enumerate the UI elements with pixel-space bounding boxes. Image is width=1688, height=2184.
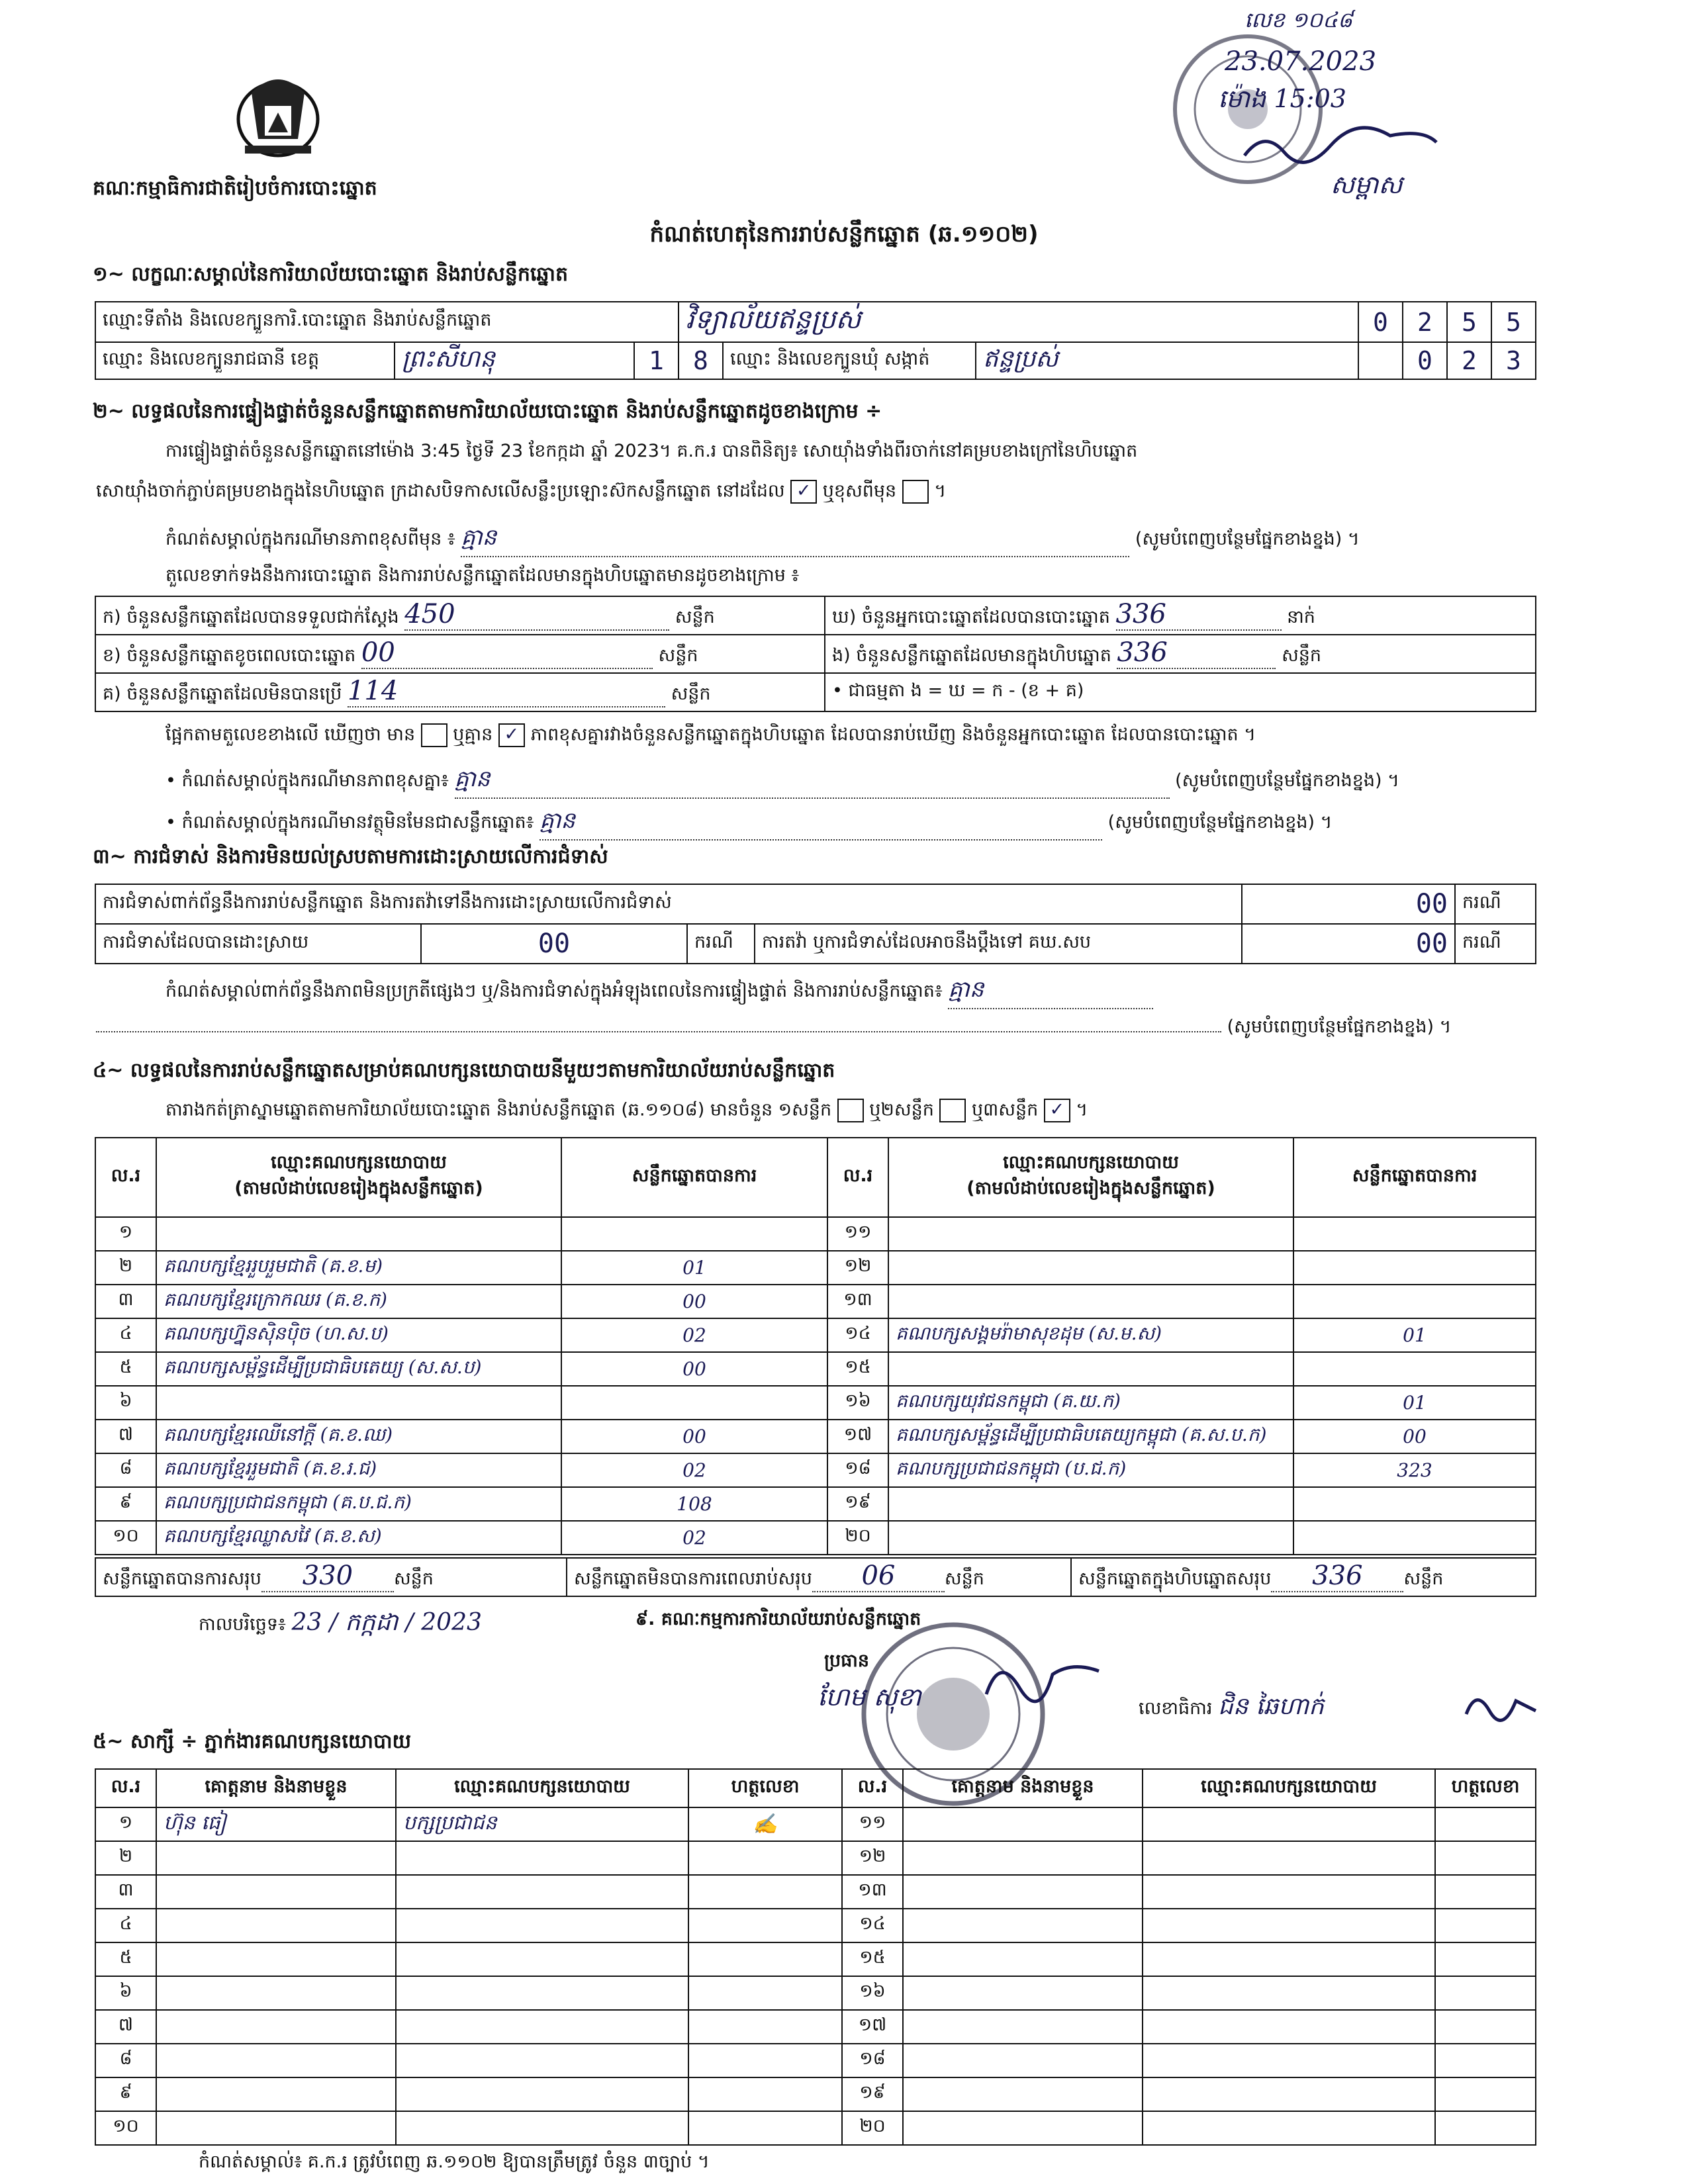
result-no: ១០ xyxy=(95,1521,156,1555)
date-label: កាលបរិច្ឆេទ៖ xyxy=(199,1614,286,1635)
section2-para2-text: សោយ៉ាំងចាក់ភ្ជាប់គម្របខាងក្នុងនៃហិបឆ្នោត ក្រដាសបិទកាសលើសន្លឹះប្រឡោះស៊កសន្លឹកឆ្នោត នៅដដែល xyxy=(96,480,785,502)
result-party: គណបក្សខ្មែររួមជាតិ (គ.ខ.រ.ជ) xyxy=(156,1453,561,1487)
result-no: ៤ xyxy=(95,1318,156,1352)
footer-note: កំណត់សម្គាល់៖ គ.ក.រ ត្រូវបំពេញ ឆ.១១០២ ឱ្យបានត្រឹមត្រូវ ចំនួន ៣ច្បាប់ ។ xyxy=(199,2152,710,2172)
receipt-time: ម៉ោង 15:03 xyxy=(1218,84,1346,113)
results-col-votes-right: សន្លឹកឆ្នោតបានការ xyxy=(1293,1138,1536,1217)
witness-no: ៨ xyxy=(95,2044,156,2077)
result-party: គណបក្សខ្មែរឈើនៅក្ដី (គ.ខ.ឈ) xyxy=(156,1420,561,1453)
objection-row3-label: ការតវ៉ា ឬការជំទាស់ដែលអាចនឹងប្ដឹងទៅ គឃ.សប xyxy=(755,924,1242,964)
witness-name xyxy=(903,2077,1143,2111)
objection-row3-value: 00 xyxy=(1242,924,1455,964)
witness-name xyxy=(156,2077,396,2111)
result-party: គណបក្សប្រជាជនកម្ពុជា (គ.ប.ជ.ក) xyxy=(156,1487,561,1521)
witness-no: ១០ xyxy=(95,2111,156,2145)
commune-label: ឈ្មោះ និងលេខក្បួនឃុំ សង្កាត់ xyxy=(723,342,976,379)
result-party: គណបក្សសម្ព័ន្ធដើម្បីប្រជាធិបតេយ្យកម្ពុជា (គ.ស.ប.ក) xyxy=(888,1420,1293,1453)
witness-col-name-right: គោត្តនាម និងនាមខ្លួន xyxy=(903,1769,1143,1807)
witness-name xyxy=(903,2111,1143,2145)
total-invalid-value: 06 xyxy=(812,1561,945,1592)
result-no: ២០ xyxy=(827,1521,888,1555)
witness-party xyxy=(396,1976,688,2010)
witness-no: ៩ xyxy=(95,2077,156,2111)
witness-no: ១៥ xyxy=(842,1942,903,1976)
committee-name: គណៈកម្មាធិការជាតិរៀបចំការបោះឆ្នោត xyxy=(93,177,377,200)
witness-signature xyxy=(1435,1807,1536,1841)
count-b-unit: សន្លឹក xyxy=(658,645,698,666)
results-row xyxy=(95,1285,1536,1318)
result-party xyxy=(888,1251,1293,1285)
results-row xyxy=(95,1217,1536,1251)
witness-row xyxy=(95,1807,1536,1841)
compare-text: ផ្អែកតាមតួលេខខាងលើ ឃើញថា មាន xyxy=(165,724,416,745)
witness-no: ២០ xyxy=(842,2111,903,2145)
witness-name xyxy=(903,1942,1143,1976)
witness-row xyxy=(95,2077,1536,2111)
witness-name xyxy=(903,1909,1143,1942)
result-party xyxy=(888,1487,1293,1521)
result-no: ១៧ xyxy=(827,1420,888,1453)
note3-line xyxy=(165,806,1542,841)
result-party xyxy=(888,1521,1293,1555)
result-party xyxy=(156,1217,561,1251)
result-no: ១៤ xyxy=(827,1318,888,1352)
witness-name xyxy=(156,2111,396,2145)
result-no: ៨ xyxy=(95,1453,156,1487)
witness-name xyxy=(156,1976,396,2010)
witness-no: ១៧ xyxy=(842,2010,903,2044)
result-no: ១១ xyxy=(827,1217,888,1251)
result-votes: 01 xyxy=(1293,1318,1536,1352)
witness-signature xyxy=(688,2077,842,2111)
location-label: ឈ្មោះទីតាំង និងលេខក្បួនការិ.បោះឆ្នោត និងរាប់សន្លឹកឆ្នោត xyxy=(95,302,679,342)
result-votes: 108 xyxy=(561,1487,827,1521)
tally-2-checkbox[interactable] xyxy=(939,1099,966,1122)
commune-code-3: 3 xyxy=(1491,342,1536,379)
chair-label: ប្រធាន xyxy=(824,1651,870,1671)
count-b-label: ខ) ចំនួនសន្លឹកឆ្នោតខូចពេលបោះឆ្នោត xyxy=(103,645,356,666)
witness-party xyxy=(396,2010,688,2044)
compare-line xyxy=(165,723,1542,750)
witness-col-no-left: ល.រ xyxy=(95,1769,156,1807)
result-votes xyxy=(1293,1251,1536,1285)
witness-no: ១ xyxy=(95,1807,156,1841)
section1-heading: ១~ លក្ខណៈសម្គាល់នៃការិយាល័យបោះឆ្នោត និងរាប់សន្លឹកឆ្នោត xyxy=(93,263,569,286)
total-valid-unit: សន្លឹក xyxy=(393,1569,434,1589)
objection-row2-value: 00 xyxy=(421,924,687,964)
total-valid-label: សន្លឹកឆ្នោតបានការសរុប xyxy=(103,1569,261,1589)
witness-party xyxy=(1143,2044,1435,2077)
objection-row3-unit: ករណី xyxy=(1455,924,1536,964)
tally-1-checkbox[interactable] xyxy=(837,1099,864,1122)
tally-text: តារាងកត់ត្រាស្នាមឆ្នោតតាមការិយាល័យបោះឆ្នោត និងរាប់សន្លឹកឆ្នោត (ឆ.១១០៨) មានចំនួន ១សន្លឹក xyxy=(165,1099,832,1120)
result-party: គណបក្សខ្មែរឈ្លាសវៃ (គ.ខ.ស) xyxy=(156,1521,561,1555)
compare-none-label: ឬគ្មាន xyxy=(453,724,493,745)
witness-name xyxy=(903,1807,1143,1841)
witness-party xyxy=(396,1909,688,1942)
chair-name: ហែម សុខា xyxy=(818,1682,921,1711)
witness-table xyxy=(95,1768,1536,2146)
witness-party xyxy=(396,2077,688,2111)
witness-name xyxy=(156,2010,396,2044)
results-col-no-left: ល.រ xyxy=(95,1138,156,1217)
witness-party xyxy=(396,2044,688,2077)
result-party: គណបក្សសម្ព័ន្ធដើម្បីប្រជាធិបតេយ្យ (ស.ស.ប) xyxy=(156,1352,561,1386)
note2-label: • កំណត់សម្គាល់ក្នុងករណីមានភាពខុសគ្នា៖ xyxy=(165,770,449,791)
location-code-4: 5 xyxy=(1491,302,1536,342)
results-col-no-right: ល.រ xyxy=(827,1138,888,1217)
section3-note-label: កំណត់សម្គាល់ពាក់ព័ន្ធនឹងភាពមិនប្រក្រតីផ្សេងៗ ឬ/និងការជំទាស់ក្នុងអំឡុងពេលនៃការផ្ទៀងផ្ទាត់ និងការរាប់សន្លឹកឆ្នោត៖ xyxy=(165,981,943,1001)
result-party: គណបក្សសង្គមរ៉ាមាសុខដុម (ស.ម.ស) xyxy=(888,1318,1293,1352)
result-no: ១២ xyxy=(827,1251,888,1285)
witness-name xyxy=(903,1875,1143,1909)
witness-row xyxy=(95,2010,1536,2044)
result-votes: 02 xyxy=(561,1318,827,1352)
result-no: ១៥ xyxy=(827,1352,888,1386)
result-no: ១៣ xyxy=(827,1285,888,1318)
province-label: ឈ្មោះ និងលេខក្បួនរាជធានី ខេត្ត xyxy=(95,342,395,379)
result-party xyxy=(888,1352,1293,1386)
witness-row xyxy=(95,1942,1536,1976)
objections-table xyxy=(95,884,1536,964)
results-col-votes-left: សន្លឹកឆ្នោតបានការ xyxy=(561,1138,827,1217)
witness-signature xyxy=(1435,2111,1536,2145)
count-c-label: គ) ចំនួនសន្លឹកឆ្នោតដែលមិនបានប្រើ xyxy=(103,684,342,704)
location-code-3: 5 xyxy=(1447,302,1491,342)
witness-col-no-right: ល.រ xyxy=(842,1769,903,1807)
section2-para2: សោយ៉ាំងចាក់ភ្ជាប់គម្របខាងក្នុងនៃហិបឆ្នោត ក្រដាសបិទកាសលើសន្លឹះប្រឡោះស៊កសន្លឹកឆ្នោត នៅដដែល ✓ ឬខុសពីមុន ។ xyxy=(96,480,946,506)
witness-party xyxy=(1143,2111,1435,2145)
total-invalid-unit: សន្លឹក xyxy=(944,1569,984,1589)
witness-party xyxy=(1143,1875,1435,1909)
result-no: ១ xyxy=(95,1217,156,1251)
count-d-label: ឃ) ចំនួនអ្នកបោះឆ្នោតដែលបានបោះឆ្នោត xyxy=(832,607,1110,627)
total-valid-value: 330 xyxy=(261,1561,394,1592)
result-votes: 00 xyxy=(561,1352,827,1386)
witness-row xyxy=(95,2111,1536,2145)
receipt-date: 23.07.2023 xyxy=(1225,46,1377,77)
witness-signature xyxy=(1435,2044,1536,2077)
result-no: ៦ xyxy=(95,1386,156,1420)
count-e-unit: សន្លឹក xyxy=(1282,645,1322,666)
note3-label: • កំណត់សម្គាល់ក្នុងករណីមានវត្ថុមិនមែនជាសន្លឹកឆ្នោត៖ xyxy=(165,812,534,833)
results-row xyxy=(95,1318,1536,1352)
witness-no: ១២ xyxy=(842,1841,903,1875)
section3-note-cont xyxy=(96,1016,1546,1042)
witness-signature xyxy=(1435,1976,1536,2010)
witness-no: ៦ xyxy=(95,1976,156,2010)
count-a-value: 450 xyxy=(404,599,669,631)
objection-row2-label: ការជំទាស់ដែលបានដោះស្រាយ xyxy=(95,924,421,964)
secretary-name: ជិន ឆៃហាក់ xyxy=(1218,1693,1324,1720)
section1-table xyxy=(95,301,1536,380)
witness-name xyxy=(903,1976,1143,2010)
witness-row xyxy=(95,2044,1536,2077)
count-d-unit: នាក់ xyxy=(1287,607,1315,627)
results-row xyxy=(95,1420,1536,1453)
chair-signature xyxy=(980,1648,1112,1712)
result-votes xyxy=(1293,1285,1536,1318)
result-votes xyxy=(1293,1352,1536,1386)
counts-table xyxy=(95,596,1536,712)
result-votes xyxy=(561,1217,827,1251)
witness-name xyxy=(156,1841,396,1875)
witness-name xyxy=(156,2044,396,2077)
results-col-party-left: ឈ្មោះគណបក្សនយោបាយ (តាមលំដាប់លេខរៀងក្នុងសន្លឹកឆ្នោត) xyxy=(156,1138,561,1217)
witness-party xyxy=(1143,1976,1435,2010)
compare-rest: ភាពខុសគ្នារវាងចំនួនសន្លឹកឆ្នោតក្នុងហិបឆ្នោត ដែលបានរាប់ឃើញ និងចំនួនអ្នកបោះឆ្នោត ដែលបានបោះឆ្នោត ។ xyxy=(530,724,1256,745)
witness-signature xyxy=(688,2111,842,2145)
results-row xyxy=(95,1521,1536,1555)
result-votes: 02 xyxy=(561,1521,827,1555)
witness-party xyxy=(1143,1841,1435,1875)
witness-name xyxy=(156,1909,396,1942)
compare-none-checkbox[interactable]: ✓ xyxy=(498,723,525,747)
results-row xyxy=(95,1251,1536,1285)
result-party xyxy=(888,1285,1293,1318)
results-table xyxy=(95,1137,1536,1555)
note2-fill-more: (សូមបំពេញបន្ថែមផ្នែកខាងខ្នង) ។ xyxy=(1175,770,1399,791)
secretary-signature xyxy=(1463,1684,1542,1729)
witness-row xyxy=(95,1841,1536,1875)
witness-col-sign-left: ហត្ថលេខា xyxy=(688,1769,842,1807)
results-col-party-right: ឈ្មោះគណបក្សនយោបាយ (តាមលំដាប់លេខរៀងក្នុងសន្លឹកឆ្នោត) xyxy=(888,1138,1293,1217)
count-committee-label: ៩. គណៈកម្មការការិយាល័យរាប់សន្លឹកឆ្នោត xyxy=(635,1609,921,1629)
compare-has-checkbox[interactable] xyxy=(421,723,447,747)
witness-no: ១៨ xyxy=(842,2044,903,2077)
national-emblem xyxy=(218,66,338,165)
result-no: ១៨ xyxy=(827,1453,888,1487)
section3-heading: ៣~ ការជំទាស់ និងការមិនយល់ស្របតាមការដោះស្រាយលើការជំទាស់ xyxy=(93,845,608,868)
result-no: ១៦ xyxy=(827,1386,888,1420)
count-c-value: 114 xyxy=(348,676,665,707)
witness-signature xyxy=(1435,1942,1536,1976)
section3-note-line xyxy=(165,975,1542,1009)
location-code-1: 0 xyxy=(1358,302,1403,342)
witness-no: ១៤ xyxy=(842,1909,903,1942)
province-value: ព្រះសីហនុ xyxy=(395,342,634,379)
witness-party xyxy=(396,1875,688,1909)
note1-fill-more: (សូមបំពេញបន្ថែមផ្នែកខាងខ្នង) ។ xyxy=(1135,529,1360,549)
witness-col-party-right: ឈ្មោះគណបក្សនយោបាយ xyxy=(1143,1769,1435,1807)
province-code-1: 1 xyxy=(634,342,679,379)
witness-signature xyxy=(1435,1909,1536,1942)
seal-diff-checkbox[interactable] xyxy=(902,480,929,504)
tally-3-label: ឬ៣សន្លឹក xyxy=(972,1099,1039,1120)
objection-row1-unit: ករណី xyxy=(1455,884,1536,924)
witness-row xyxy=(95,1875,1536,1909)
count-e-value: 336 xyxy=(1117,637,1276,669)
results-row xyxy=(95,1352,1536,1386)
witness-signature xyxy=(688,1875,842,1909)
witness-signature xyxy=(1435,2010,1536,2044)
secretary-label: លេខាធិការ xyxy=(1139,1698,1213,1719)
objection-row2-unit: ករណី xyxy=(687,924,755,964)
witness-no: ១៣ xyxy=(842,1875,903,1909)
count-b-value: 00 xyxy=(361,637,653,669)
province-code-2: 8 xyxy=(679,342,723,379)
results-row xyxy=(95,1386,1536,1420)
result-votes: 00 xyxy=(1293,1420,1536,1453)
totals-table xyxy=(95,1557,1536,1597)
result-votes: 00 xyxy=(561,1420,827,1453)
section5-heading: ៥~ សាក្សី ÷ ភ្នាក់ងារគណបក្សនយោបាយ xyxy=(93,1730,412,1753)
count-formula: • ជាធម្មតា ង = ឃ = ក - (ខ + គ) xyxy=(825,673,1536,711)
count-a-label: ក) ចំនួនសន្លឹកឆ្នោតដែលបានទទួលជាក់ស្តែង xyxy=(103,607,399,627)
commune-code-2: 2 xyxy=(1447,342,1491,379)
witness-party: បក្សប្រជាជន xyxy=(396,1807,688,1841)
result-party: គណបក្សយុវជនកម្ពុជា (គ.យ.ក) xyxy=(888,1386,1293,1420)
witness-no: ១៩ xyxy=(842,2077,903,2111)
seal-same-checkbox[interactable]: ✓ xyxy=(790,480,817,504)
section2-para1: ការផ្ទៀងផ្ទាត់ចំនួនសន្លឹកឆ្នោតនៅម៉ោង 3:45 ថ្ងៃទី 23 ខែកក្កដា ឆ្នាំ 2023។ គ.ក.រ បានពិនិត្យ៖ សោយ៉ាំងទាំងពីរចាក់នៅគម្របខាងក្រៅនៃហិបឆ្នោត xyxy=(165,441,1138,461)
witness-signature: ✍ xyxy=(688,1807,842,1841)
witness-name xyxy=(156,1942,396,1976)
witness-col-party-left: ឈ្មោះគណបក្សនយោបាយ xyxy=(396,1769,688,1807)
witness-party xyxy=(1143,1909,1435,1942)
witness-row xyxy=(95,1976,1536,2010)
form-title: កំណត់ហេតុនៃការរាប់សន្លឹកឆ្នោត (ឆ.១១០២) xyxy=(649,221,1039,248)
witness-signature xyxy=(688,1909,842,1942)
date-value: 23 / កក្កដា / 2023 xyxy=(291,1609,482,1636)
result-votes xyxy=(561,1386,827,1420)
witness-col-name-left: គោត្តនាម និងនាមខ្លួន xyxy=(156,1769,396,1807)
total-box-value: 336 xyxy=(1271,1561,1403,1592)
witness-signature xyxy=(1435,2077,1536,2111)
count-c-unit: សន្លឹក xyxy=(671,684,711,704)
receipt-signer: សម្ពាស xyxy=(1331,170,1403,199)
witness-signature xyxy=(688,1976,842,2010)
counts-intro: តួលេខទាក់ទងនឹងការបោះឆ្នោត និងការរាប់សន្លឹកឆ្នោតដែលមានក្នុងហិបឆ្នោតមានដូចខាងក្រោម ៖ xyxy=(165,565,800,586)
witness-party xyxy=(396,1942,688,1976)
witness-no: ៣ xyxy=(95,1875,156,1909)
result-votes xyxy=(1293,1487,1536,1521)
witness-name: ហ៊ុន ធៀ xyxy=(156,1807,396,1841)
result-no: ៩ xyxy=(95,1487,156,1521)
results-row xyxy=(95,1487,1536,1521)
note1-value: គ្មាន xyxy=(461,523,1129,557)
witness-name xyxy=(903,2010,1143,2044)
result-party: គណបក្សខ្មែរក្រោកឈរ (គ.ខ.ក) xyxy=(156,1285,561,1318)
witness-signature xyxy=(688,2044,842,2077)
section2-heading: ២~ លទ្ធផលនៃការផ្ទៀងផ្ទាត់ចំនួនសន្លឹកឆ្នោតតាមការិយាល័យបោះឆ្នោត និងរាប់សន្លឹកឆ្នោតដូចខាងក្រោម ÷ xyxy=(93,400,882,423)
witness-party xyxy=(1143,2010,1435,2044)
witness-party xyxy=(1143,1942,1435,1976)
note1-label: កំណត់សម្គាល់ក្នុងករណីមានភាពខុសពីមុន ៖ xyxy=(165,529,455,549)
result-votes: 01 xyxy=(561,1251,827,1285)
location-code-2: 2 xyxy=(1403,302,1447,342)
secretary-line xyxy=(1139,1691,1324,1726)
tally-line: តារាងកត់ត្រាស្នាមឆ្នោតតាមការិយាល័យបោះឆ្នោត និងរាប់សន្លឹកឆ្នោត (ឆ.១១០៨) មានចំនួន ១សន្លឹក ឬ២សន្លឹក ឬ៣សន្លឹក ✓ ។ xyxy=(165,1099,1088,1125)
note2-line xyxy=(165,764,1542,799)
witness-party xyxy=(396,1841,688,1875)
witness-signature xyxy=(688,1841,842,1875)
witness-no: ៧ xyxy=(95,2010,156,2044)
section4-heading: ៤~ លទ្ធផលនៃការរាប់សន្លឹកឆ្នោតសម្រាប់គណបក្សនយោបាយនីមួយៗតាមការិយាល័យរាប់សន្លឹកឆ្នោត xyxy=(93,1059,835,1082)
witness-party xyxy=(396,2111,688,2145)
witness-name xyxy=(903,1841,1143,1875)
result-votes: 01 xyxy=(1293,1386,1536,1420)
result-party: គណបក្សហ្វ៊ុនស៊ិនប៉ិច (ហ.ស.ប) xyxy=(156,1318,561,1352)
witness-col-sign-right: ហត្ថលេខា xyxy=(1435,1769,1536,1807)
location-value: វិទ្យាល័យឥន្ទប្រស់ xyxy=(679,302,1358,342)
section3-note-value: គ្មាន xyxy=(948,975,1153,1009)
result-votes xyxy=(1293,1217,1536,1251)
commune-value: ឥន្ទប្រស់ xyxy=(976,342,1358,379)
result-votes xyxy=(1293,1521,1536,1555)
receipt-ref: លេខ ១០៤៨ xyxy=(1244,7,1353,32)
witness-signature xyxy=(1435,1841,1536,1875)
witness-party xyxy=(1143,1807,1435,1841)
witness-no: ១៦ xyxy=(842,1976,903,2010)
total-box-unit: សន្លឹក xyxy=(1403,1569,1444,1589)
total-box-label: សន្លឹកឆ្នោតក្នុងហិបឆ្នោតសរុប xyxy=(1078,1569,1272,1589)
result-no: ២ xyxy=(95,1251,156,1285)
section3-fill-more: (សូមបំពេញបន្ថែមផ្នែកខាងខ្នង) ។ xyxy=(1227,1017,1452,1037)
count-e-label: ង) ចំនួនសន្លឹកឆ្នោតដែលមានក្នុងហិបឆ្នោត xyxy=(832,645,1111,666)
result-no: ៧ xyxy=(95,1420,156,1453)
witness-signature xyxy=(688,1942,842,1976)
objection-row1-label: ការជំទាស់ពាក់ព័ន្ធនឹងការរាប់សន្លឹកឆ្នោត និងការតវ៉ាទៅនឹងការដោះស្រាយលើការជំទាស់ xyxy=(95,884,1242,924)
witness-signature xyxy=(1435,1875,1536,1909)
witness-name xyxy=(156,1875,396,1909)
note2-value: គ្មាន xyxy=(455,764,1170,799)
date-line xyxy=(199,1607,482,1642)
result-votes: 02 xyxy=(561,1453,827,1487)
tally-2-label: ឬ២សន្លឹក xyxy=(869,1099,934,1120)
total-invalid-label: សន្លឹកឆ្នោតមិនបានការពេលរាប់សរុប xyxy=(574,1569,812,1589)
result-votes: 00 xyxy=(561,1285,827,1318)
witness-no: ២ xyxy=(95,1841,156,1875)
note3-value: គ្មាន xyxy=(539,806,1102,841)
witness-no: ៥ xyxy=(95,1942,156,1976)
witness-no: ៤ xyxy=(95,1909,156,1942)
witness-signature xyxy=(688,2010,842,2044)
result-votes: 323 xyxy=(1293,1453,1536,1487)
seal-diff-label: ឬខុសពីមុន xyxy=(822,480,897,502)
objection-row1-value: 00 xyxy=(1242,884,1455,924)
note1-line xyxy=(165,523,1542,557)
count-a-unit: សន្លឹក xyxy=(675,607,715,627)
witness-no: ១១ xyxy=(842,1807,903,1841)
result-no: ៥ xyxy=(95,1352,156,1386)
note3-fill-more: (សូមបំពេញបន្ថែមផ្នែកខាងខ្នង) ។ xyxy=(1107,812,1333,833)
result-no: ៣ xyxy=(95,1285,156,1318)
witness-party xyxy=(1143,2077,1435,2111)
tally-3-checkbox[interactable]: ✓ xyxy=(1044,1099,1070,1122)
result-party: គណបក្សខ្មែររួបរួមជាតិ (គ.ខ.ម) xyxy=(156,1251,561,1285)
result-party xyxy=(888,1217,1293,1251)
result-party xyxy=(156,1386,561,1420)
results-row xyxy=(95,1453,1536,1487)
count-d-value: 336 xyxy=(1116,599,1282,631)
commune-code-1: 0 xyxy=(1403,342,1447,379)
witness-name xyxy=(903,2044,1143,2077)
result-no: ១៩ xyxy=(827,1487,888,1521)
result-party: គណបក្សប្រជាជនកម្ពុជា (ប.ជ.ក) xyxy=(888,1453,1293,1487)
witness-row xyxy=(95,1909,1536,1942)
